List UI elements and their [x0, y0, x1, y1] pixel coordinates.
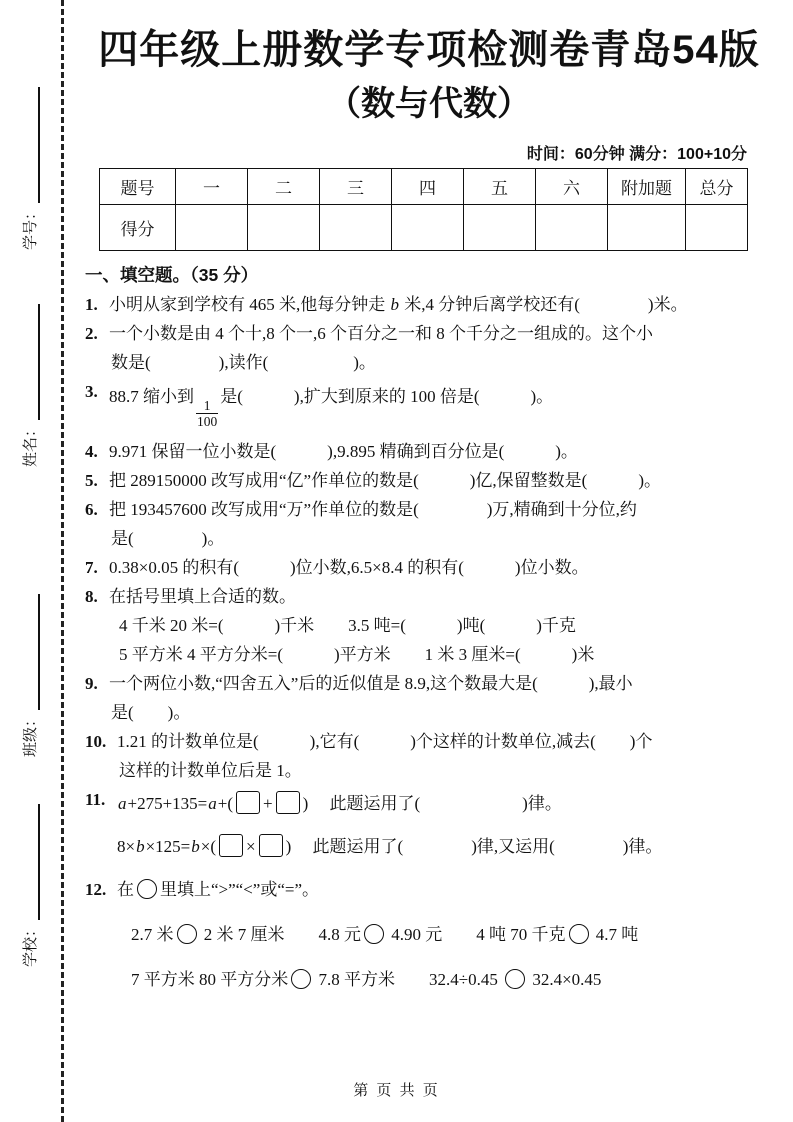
fraction: $\frac{1}{100}$ — [197, 397, 218, 430]
question-line — [109, 524, 773, 553]
question-text: 4.90 元 4 吨 70 千克 — [387, 924, 566, 944]
question-number: 6. — [85, 499, 98, 519]
class-blank[interactable] — [21, 594, 40, 710]
header-col-2: 二 — [248, 168, 320, 204]
question-text: 在括号里填上合适的数。 — [109, 586, 296, 606]
test-paper — [85, 26, 773, 1010]
student-name-blank[interactable] — [21, 304, 40, 420]
comparison-circle[interactable] — [505, 969, 525, 989]
score-cell[interactable] — [608, 204, 686, 250]
question-text: 2 米 7 厘米 4.8 元 — [199, 924, 361, 944]
student-name-label: 姓名： — [22, 421, 39, 467]
question-line — [109, 582, 773, 611]
question-9 — [85, 669, 773, 727]
question-line — [117, 832, 773, 861]
question-line — [117, 756, 773, 785]
question-number: 4. — [85, 441, 98, 461]
question-text: 5 平方米 4 平方分米=( )平方米 1 米 3 厘米=( )米 — [119, 644, 595, 664]
question-line — [117, 875, 773, 904]
page-subtitle: （数与代数） — [327, 85, 531, 123]
header-col-3: 三 — [320, 168, 392, 204]
question-number: 9. — [85, 673, 98, 693]
question-text: 7.8 平方米 32.4÷0.45 — [314, 969, 503, 989]
header-col-6: 六 — [536, 168, 608, 204]
comparison-circle[interactable] — [569, 924, 589, 944]
question-number: 1. — [85, 294, 98, 314]
score-cell[interactable] — [686, 204, 748, 250]
question-4 — [85, 437, 773, 466]
question-text: ) 此题运用了( )律。 — [302, 793, 562, 813]
variable: b — [191, 836, 200, 856]
question-text: +( — [217, 793, 234, 813]
answer-box[interactable] — [219, 834, 243, 857]
question-line — [109, 348, 773, 377]
variable: a — [118, 793, 127, 813]
student-id-field — [10, 70, 40, 250]
question-number: 7. — [85, 557, 98, 577]
question-11 — [85, 785, 773, 875]
question-8 — [85, 582, 773, 669]
class-field — [10, 577, 40, 757]
question-1 — [85, 290, 773, 319]
question-line — [109, 640, 773, 669]
question-number: 5. — [85, 470, 98, 490]
question-text: 米,4 分钟后离学校还有( )米。 — [400, 294, 688, 314]
question-3 — [85, 377, 773, 437]
section-heading: 一、填空题。（35 分） — [85, 264, 259, 285]
question-text: 0.38×0.05 的积有( )位小数,6.5×8.4 的积有( )位小数。 — [109, 557, 589, 577]
question-6 — [85, 495, 773, 553]
page-title: 四年级上册数学专项检测卷青岛54版 — [98, 28, 760, 72]
score-cell[interactable] — [464, 204, 536, 250]
question-text: 4 千米 20 米=( )千米 3.5 吨=( )吨( )千克 — [119, 615, 576, 635]
question-text: 这样的计数单位后是 1。 — [119, 760, 302, 780]
question-line — [109, 611, 773, 640]
variable: b — [390, 294, 399, 314]
score-cell[interactable] — [536, 204, 608, 250]
comparison-circle[interactable] — [364, 924, 384, 944]
question-number: 10. — [85, 731, 107, 751]
question-text: 是( )。 — [111, 702, 191, 722]
question-number: 2. — [85, 323, 98, 343]
answer-box[interactable] — [236, 791, 260, 814]
question-line — [109, 319, 773, 348]
student-id-blank[interactable] — [21, 87, 40, 203]
score-table-header-row — [100, 168, 748, 204]
student-name-field — [10, 287, 40, 467]
score-cell[interactable] — [176, 204, 248, 250]
score-cell[interactable] — [392, 204, 464, 250]
question-text: +275+135= — [127, 793, 208, 813]
score-cell[interactable] — [248, 204, 320, 250]
question-line — [117, 920, 773, 949]
score-cell[interactable] — [320, 204, 392, 250]
time-score-info: 时间：60分钟 满分：100+10分 — [526, 145, 747, 163]
question-line — [117, 965, 773, 994]
comparison-circle[interactable] — [177, 924, 197, 944]
question-text: × — [246, 836, 256, 856]
question-text: 88.7 缩小到 — [109, 386, 194, 406]
page-footer: 第 页 共 页 — [353, 1082, 440, 1099]
question-text: 在 — [117, 879, 134, 899]
student-id-label: 学号： — [22, 204, 39, 250]
question-12 — [85, 875, 773, 1010]
comparison-circle[interactable] — [137, 879, 157, 899]
school-label: 学校： — [22, 921, 39, 967]
header-col-4: 四 — [392, 168, 464, 204]
question-text: 一个小数是由 4 个十,8 个一,6 个百分之一和 8 个千分之一组成的。这个小 — [109, 323, 653, 343]
question-text: 数是( ),读作( )。 — [111, 352, 376, 372]
header-col-1: 一 — [176, 168, 248, 204]
question-line — [117, 789, 773, 818]
question-text: 里填上“>”“<”或“=”。 — [160, 879, 320, 899]
header-bonus: 附加题 — [608, 168, 686, 204]
questions — [85, 290, 773, 1010]
question-text: ×125= — [145, 836, 191, 856]
question-10 — [85, 727, 773, 785]
question-text: 2.7 米 — [131, 924, 174, 944]
question-text: 4.7 吨 — [591, 924, 639, 944]
question-number: 8. — [85, 586, 98, 606]
question-line — [109, 669, 773, 698]
question-text: 把 289150000 改写成用“亿”作单位的数是( )亿,保留整数是( )。 — [109, 470, 661, 490]
question-number: 11. — [85, 789, 106, 809]
question-5 — [85, 466, 773, 495]
question-line — [109, 437, 773, 466]
school-blank[interactable] — [21, 804, 40, 920]
question-line — [109, 290, 773, 319]
question-number: 3. — [85, 381, 98, 401]
question-line — [109, 495, 773, 524]
question-text: 8× — [117, 836, 136, 856]
answer-box[interactable] — [276, 791, 300, 814]
variable: b — [136, 836, 145, 856]
comparison-circle[interactable] — [291, 969, 311, 989]
question-text: 1.21 的计数单位是( ),它有( )个这样的计数单位,减去( )个 — [117, 731, 653, 751]
question-text: ×( — [200, 836, 217, 856]
question-number: 12. — [85, 879, 107, 899]
school-field — [10, 787, 40, 967]
question-line — [117, 727, 773, 756]
question-2 — [85, 319, 773, 377]
class-label: 班级： — [22, 711, 39, 757]
fold-dashed-line — [61, 0, 64, 1122]
question-text: 小明从家到学校有 465 米,他每分钟走 — [109, 294, 390, 314]
question-text: 是( ),扩大到原来的 100 倍是( )。 — [220, 386, 554, 406]
question-line — [109, 382, 773, 430]
question-text: ) 此题运用了( )律,又运用( )律。 — [285, 836, 663, 856]
question-line — [109, 466, 773, 495]
question-7 — [85, 553, 773, 582]
question-text: 32.4×0.45 — [528, 969, 602, 989]
score-table — [99, 168, 748, 251]
variable: a — [208, 793, 217, 813]
header-question-number: 题号 — [100, 168, 176, 204]
question-line — [109, 698, 773, 727]
question-text: 9.971 保留一位小数是( ),9.895 精确到百分位是( )。 — [109, 441, 578, 461]
question-text: 7 平方米 80 平方分米 — [131, 969, 289, 989]
question-text: 把 193457600 改写成用“万”作单位的数是( )万,精确到十分位,约 — [109, 499, 637, 519]
score-table-score-row — [100, 204, 748, 250]
score-row-label: 得分 — [100, 204, 176, 250]
question-text: 一个两位小数,“四舍五入”后的近似值是 8.9,这个数最大是( ),最小 — [109, 673, 633, 693]
header-col-5: 五 — [464, 168, 536, 204]
answer-box[interactable] — [259, 834, 283, 857]
question-text: 是( )。 — [111, 528, 225, 548]
question-text: + — [263, 793, 273, 813]
header-total: 总分 — [686, 168, 748, 204]
question-line — [109, 553, 773, 582]
